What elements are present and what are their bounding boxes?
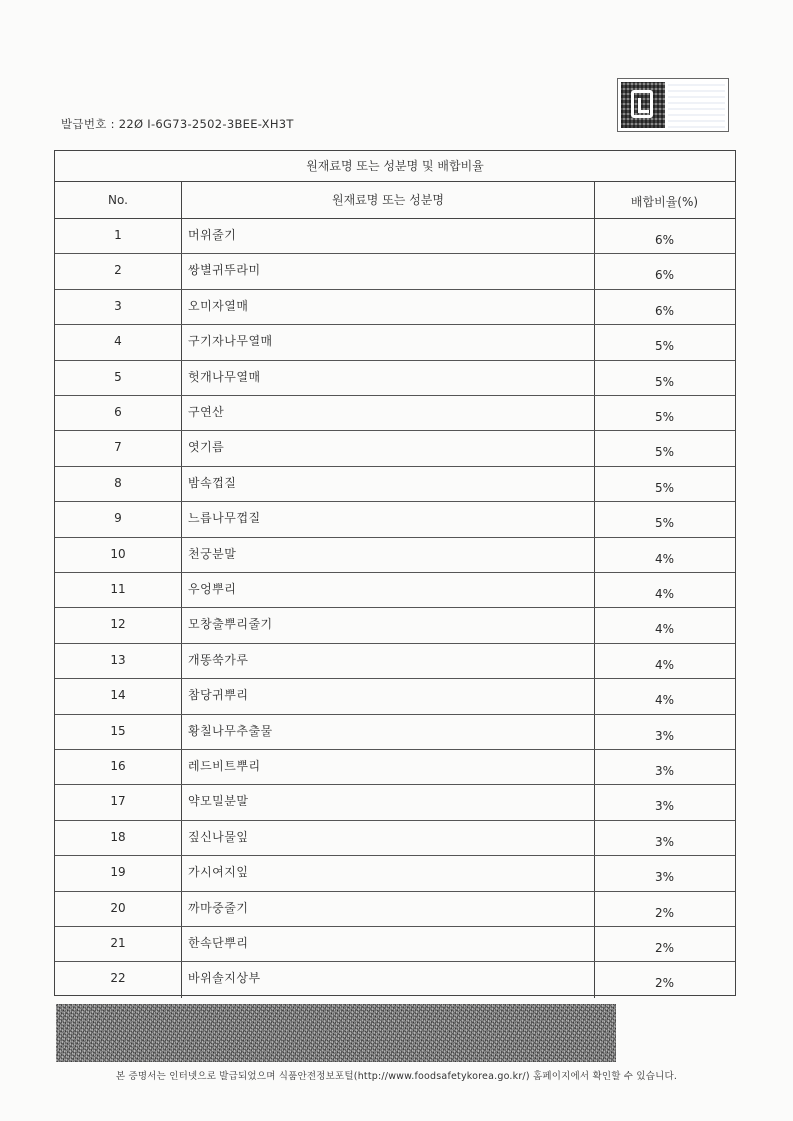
row-no: 11 xyxy=(55,573,182,607)
row-ratio: 6% xyxy=(654,303,675,318)
table-row xyxy=(55,962,735,997)
row-name: 약모밀분말 xyxy=(182,785,595,819)
row-no: 21 xyxy=(55,927,182,961)
table-row xyxy=(55,254,735,289)
table-row xyxy=(55,892,735,927)
row-ratio: 5% xyxy=(654,445,675,460)
row-no: 14 xyxy=(55,679,182,713)
table-row xyxy=(55,467,735,502)
ingredient-table xyxy=(54,150,736,996)
row-name: 오미자열매 xyxy=(182,290,595,324)
row-name: 엿기름 xyxy=(182,431,595,465)
row-name: 바위솔지상부 xyxy=(182,962,595,997)
row-no: 1 xyxy=(55,219,182,253)
table-row xyxy=(55,750,735,785)
row-name: 모창출뿌리줄기 xyxy=(182,608,595,642)
row-ratio: 3% xyxy=(654,728,675,743)
verification-code-image xyxy=(621,82,665,128)
table-row xyxy=(55,821,735,856)
table-row xyxy=(55,927,735,962)
row-no: 9 xyxy=(55,502,182,536)
row-ratio: 5% xyxy=(654,516,675,531)
table-row xyxy=(55,608,735,643)
row-ratio: 4% xyxy=(654,657,675,672)
row-name: 헛개나무열매 xyxy=(182,361,595,395)
row-name: 우엉뿌리 xyxy=(182,573,595,607)
row-name: 짚신나물잎 xyxy=(182,821,595,855)
table-header-row xyxy=(55,182,735,219)
row-no: 15 xyxy=(55,715,182,749)
row-name: 구기자나무열매 xyxy=(182,325,595,359)
table-row xyxy=(55,431,735,466)
row-ratio: 4% xyxy=(654,693,675,708)
row-no: 10 xyxy=(55,538,182,572)
table-row xyxy=(55,715,735,750)
row-name: 한속단뿌리 xyxy=(182,927,595,961)
row-ratio: 3% xyxy=(654,799,675,814)
row-ratio: 5% xyxy=(654,374,675,389)
row-no: 16 xyxy=(55,750,182,784)
row-name: 느릅나무껍질 xyxy=(182,502,595,536)
table-row xyxy=(55,679,735,714)
table-row xyxy=(55,538,735,573)
footer-notice: 본 증명서는 인터넷으로 발급되었으며 식품안전정보포털(http://www.foodsafetykorea.go.kr/) 홈페이지에서 확인할 수 있습니다. xyxy=(115,1071,678,1082)
row-ratio: 5% xyxy=(654,480,675,495)
row-ratio: 2% xyxy=(654,941,675,955)
table-row xyxy=(55,856,735,891)
row-name: 가시여지잎 xyxy=(182,856,595,890)
table-title: 원재료명 또는 성분명 및 배합비율 xyxy=(55,151,735,182)
row-name: 쌍별귀뚜라미 xyxy=(182,254,595,288)
row-ratio: 3% xyxy=(654,834,675,849)
table-row xyxy=(55,785,735,820)
row-name: 구연산 xyxy=(182,396,595,430)
security-pattern xyxy=(56,1004,616,1062)
stamp-watermark xyxy=(668,82,725,128)
row-name: 머위줄기 xyxy=(182,219,595,253)
row-no: 22 xyxy=(55,962,182,997)
row-ratio: 2% xyxy=(654,905,675,920)
header-no: No. xyxy=(55,182,182,218)
table-row xyxy=(55,290,735,325)
row-ratio: 2% xyxy=(654,976,675,991)
row-no: 18 xyxy=(55,821,182,855)
table-row xyxy=(55,325,735,360)
row-name: 밤속껍질 xyxy=(182,467,595,501)
row-no: 6 xyxy=(55,396,182,430)
row-name: 까마중줄기 xyxy=(182,892,595,926)
row-no: 2 xyxy=(55,254,182,288)
row-name: 레드비트뿌리 xyxy=(182,750,595,784)
row-no: 8 xyxy=(55,467,182,501)
row-ratio: 4% xyxy=(654,622,675,637)
row-ratio: 6% xyxy=(654,233,675,247)
table-row xyxy=(55,573,735,608)
row-no: 7 xyxy=(55,431,182,465)
row-ratio: 5% xyxy=(654,339,675,354)
row-name: 천궁분말 xyxy=(182,538,595,572)
row-no: 4 xyxy=(55,325,182,359)
row-ratio: 3% xyxy=(654,870,675,885)
table-row xyxy=(55,502,735,537)
row-ratio: 4% xyxy=(654,551,675,566)
row-no: 17 xyxy=(55,785,182,819)
row-no: 12 xyxy=(55,608,182,642)
row-no: 13 xyxy=(55,644,182,678)
header-ratio: 배합비율(%) xyxy=(630,195,699,209)
row-no: 19 xyxy=(55,856,182,890)
row-name: 개똥쑥가루 xyxy=(182,644,595,678)
row-no: 5 xyxy=(55,361,182,395)
row-no: 3 xyxy=(55,290,182,324)
table-row xyxy=(55,396,735,431)
header-name: 원재료명 또는 성분명 xyxy=(182,182,595,218)
row-no: 20 xyxy=(55,892,182,926)
row-ratio: 4% xyxy=(654,587,675,601)
table-row xyxy=(55,644,735,679)
verification-stamp xyxy=(617,78,729,132)
row-ratio: 3% xyxy=(654,764,675,778)
table-row xyxy=(55,219,735,254)
row-name: 황칠나무추출물 xyxy=(182,715,595,749)
row-ratio: 6% xyxy=(654,268,675,283)
table-row xyxy=(55,361,735,396)
row-ratio: 5% xyxy=(654,410,675,424)
issue-number: 발급번호 : 22Ø I-6G73-2502-3BEE-XH3T xyxy=(61,117,294,131)
row-name: 참당귀뿌리 xyxy=(182,679,595,713)
